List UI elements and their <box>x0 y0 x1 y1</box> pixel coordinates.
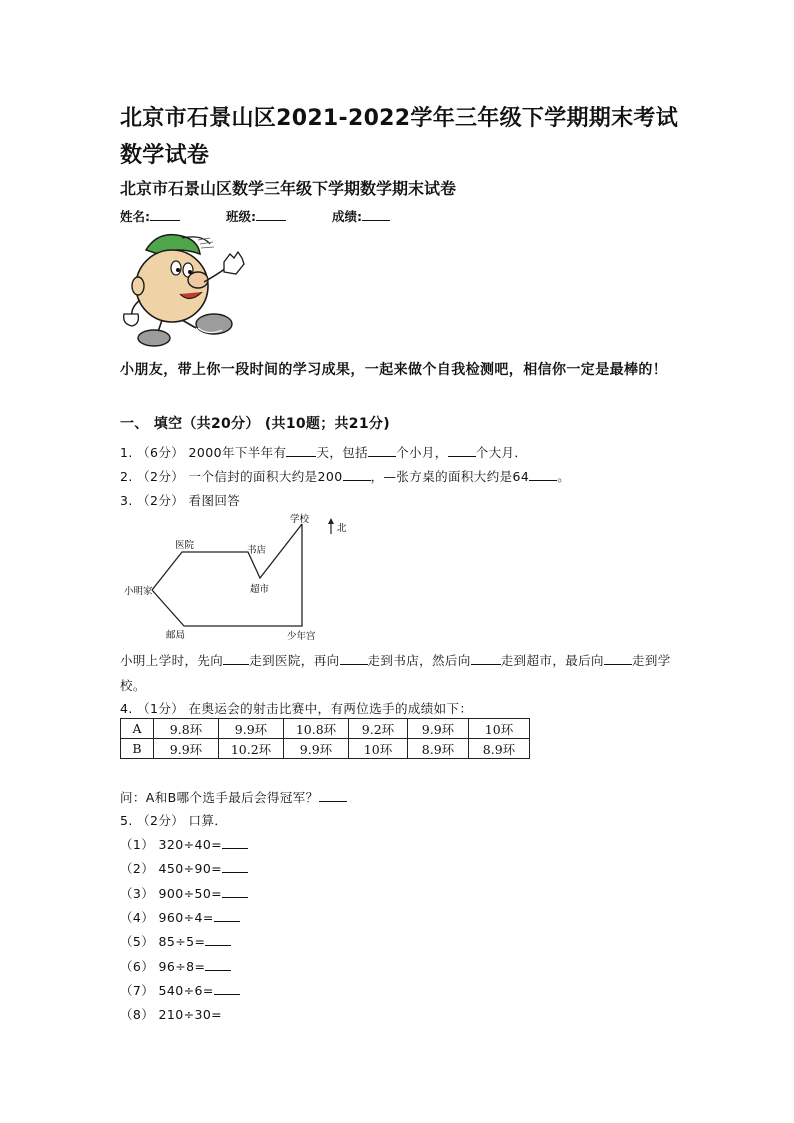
answer-blank[interactable] <box>223 652 249 665</box>
answer-blank[interactable] <box>604 652 632 665</box>
answer-blank[interactable] <box>222 860 248 873</box>
question-3-text: 小明上学时，先向 走到医院，再向 走到书店，然后向 走到超市，最后向 走到学校。 <box>120 653 671 693</box>
class-field: 班级: <box>226 207 286 225</box>
map-label-supermarket: 超市 <box>250 584 270 595</box>
map-label-bookstore: 书店 <box>247 545 267 556</box>
answer-blank[interactable] <box>529 468 557 481</box>
cartoon-boy-illustration <box>118 228 250 350</box>
answer-blank[interactable] <box>286 444 316 457</box>
document-title: 北京市石景山区2021-2022学年三年级下学期期末考试数学试卷 <box>120 106 678 168</box>
calc-item: （8） 210÷30= <box>120 1007 223 1022</box>
section-heading: 一、 填空（共20分） (共10题；共21分) <box>120 416 390 432</box>
name-field: 姓名: <box>120 207 180 225</box>
question-5: 5. （2分） 口算． <box>120 813 228 828</box>
map-label-post-office: 邮局 <box>166 630 186 641</box>
answer-blank[interactable] <box>448 444 476 457</box>
answer-blank[interactable] <box>205 933 231 946</box>
calc-item: （2） 450÷90= <box>120 859 248 877</box>
route-map-diagram <box>118 508 358 644</box>
class-blank[interactable] <box>256 208 286 221</box>
calc-item: （4） 960÷4= <box>120 908 240 926</box>
map-label-hospital: 医院 <box>175 540 195 551</box>
table-row: B 9.9环 10.2环 9.9环 10环 8.9环 8.9环 <box>121 739 530 759</box>
answer-blank[interactable] <box>319 789 347 802</box>
answer-blank[interactable] <box>214 982 240 995</box>
scores-table <box>120 718 530 759</box>
map-label-school: 学校 <box>290 514 310 525</box>
question-1: 1. （6分） 2000年下半年有 天，包括 个小月， 个大月． <box>120 445 528 460</box>
answer-blank[interactable] <box>222 885 248 898</box>
answer-blank[interactable] <box>343 468 371 481</box>
north-arrow-head-icon <box>328 518 334 524</box>
calc-item: （1） 320÷40= <box>120 835 248 853</box>
answer-blank[interactable] <box>471 652 501 665</box>
map-label-north: 北 <box>337 523 347 534</box>
table-row: A 9.8环 9.9环 10.8环 9.2环 9.9环 10环 <box>121 719 530 739</box>
question-4: 4. （1分） 在奥运会的射击比赛中，有两位选手的成绩如下： <box>120 701 473 716</box>
answer-blank[interactable] <box>222 836 248 849</box>
document-subtitle: 北京市石景山区数学三年级下学期数学期末试卷 <box>120 179 457 198</box>
question-3: 3. （2分） 看图回答 <box>120 493 241 508</box>
question-4-ask: 问：A和B哪个选手最后会得冠军？ <box>120 788 347 806</box>
map-label-youth-palace: 少年宫 <box>287 631 316 642</box>
answer-blank[interactable] <box>340 652 368 665</box>
calc-item: （5） 85÷5= <box>120 932 231 950</box>
answer-blank[interactable] <box>214 909 240 922</box>
calc-item: （3） 900÷50= <box>120 884 248 902</box>
name-blank[interactable] <box>150 208 180 221</box>
score-field: 成绩: <box>332 207 390 225</box>
question-2: 2. （2分） 一个信封的面积大约是200 ，—张方桌的面积大约是64 。 <box>120 469 571 484</box>
answer-blank[interactable] <box>205 958 231 971</box>
calc-item: （7） 540÷6= <box>120 981 240 999</box>
calc-item: （6） 96÷8= <box>120 957 231 975</box>
intro-text: 小朋友，带上你一段时间的学习成果，一起来做个自我检测吧，相信你一定是最棒的！ <box>120 362 668 378</box>
map-label-home: 小明家 <box>124 586 153 597</box>
score-blank[interactable] <box>362 208 390 221</box>
answer-blank[interactable] <box>368 444 396 457</box>
